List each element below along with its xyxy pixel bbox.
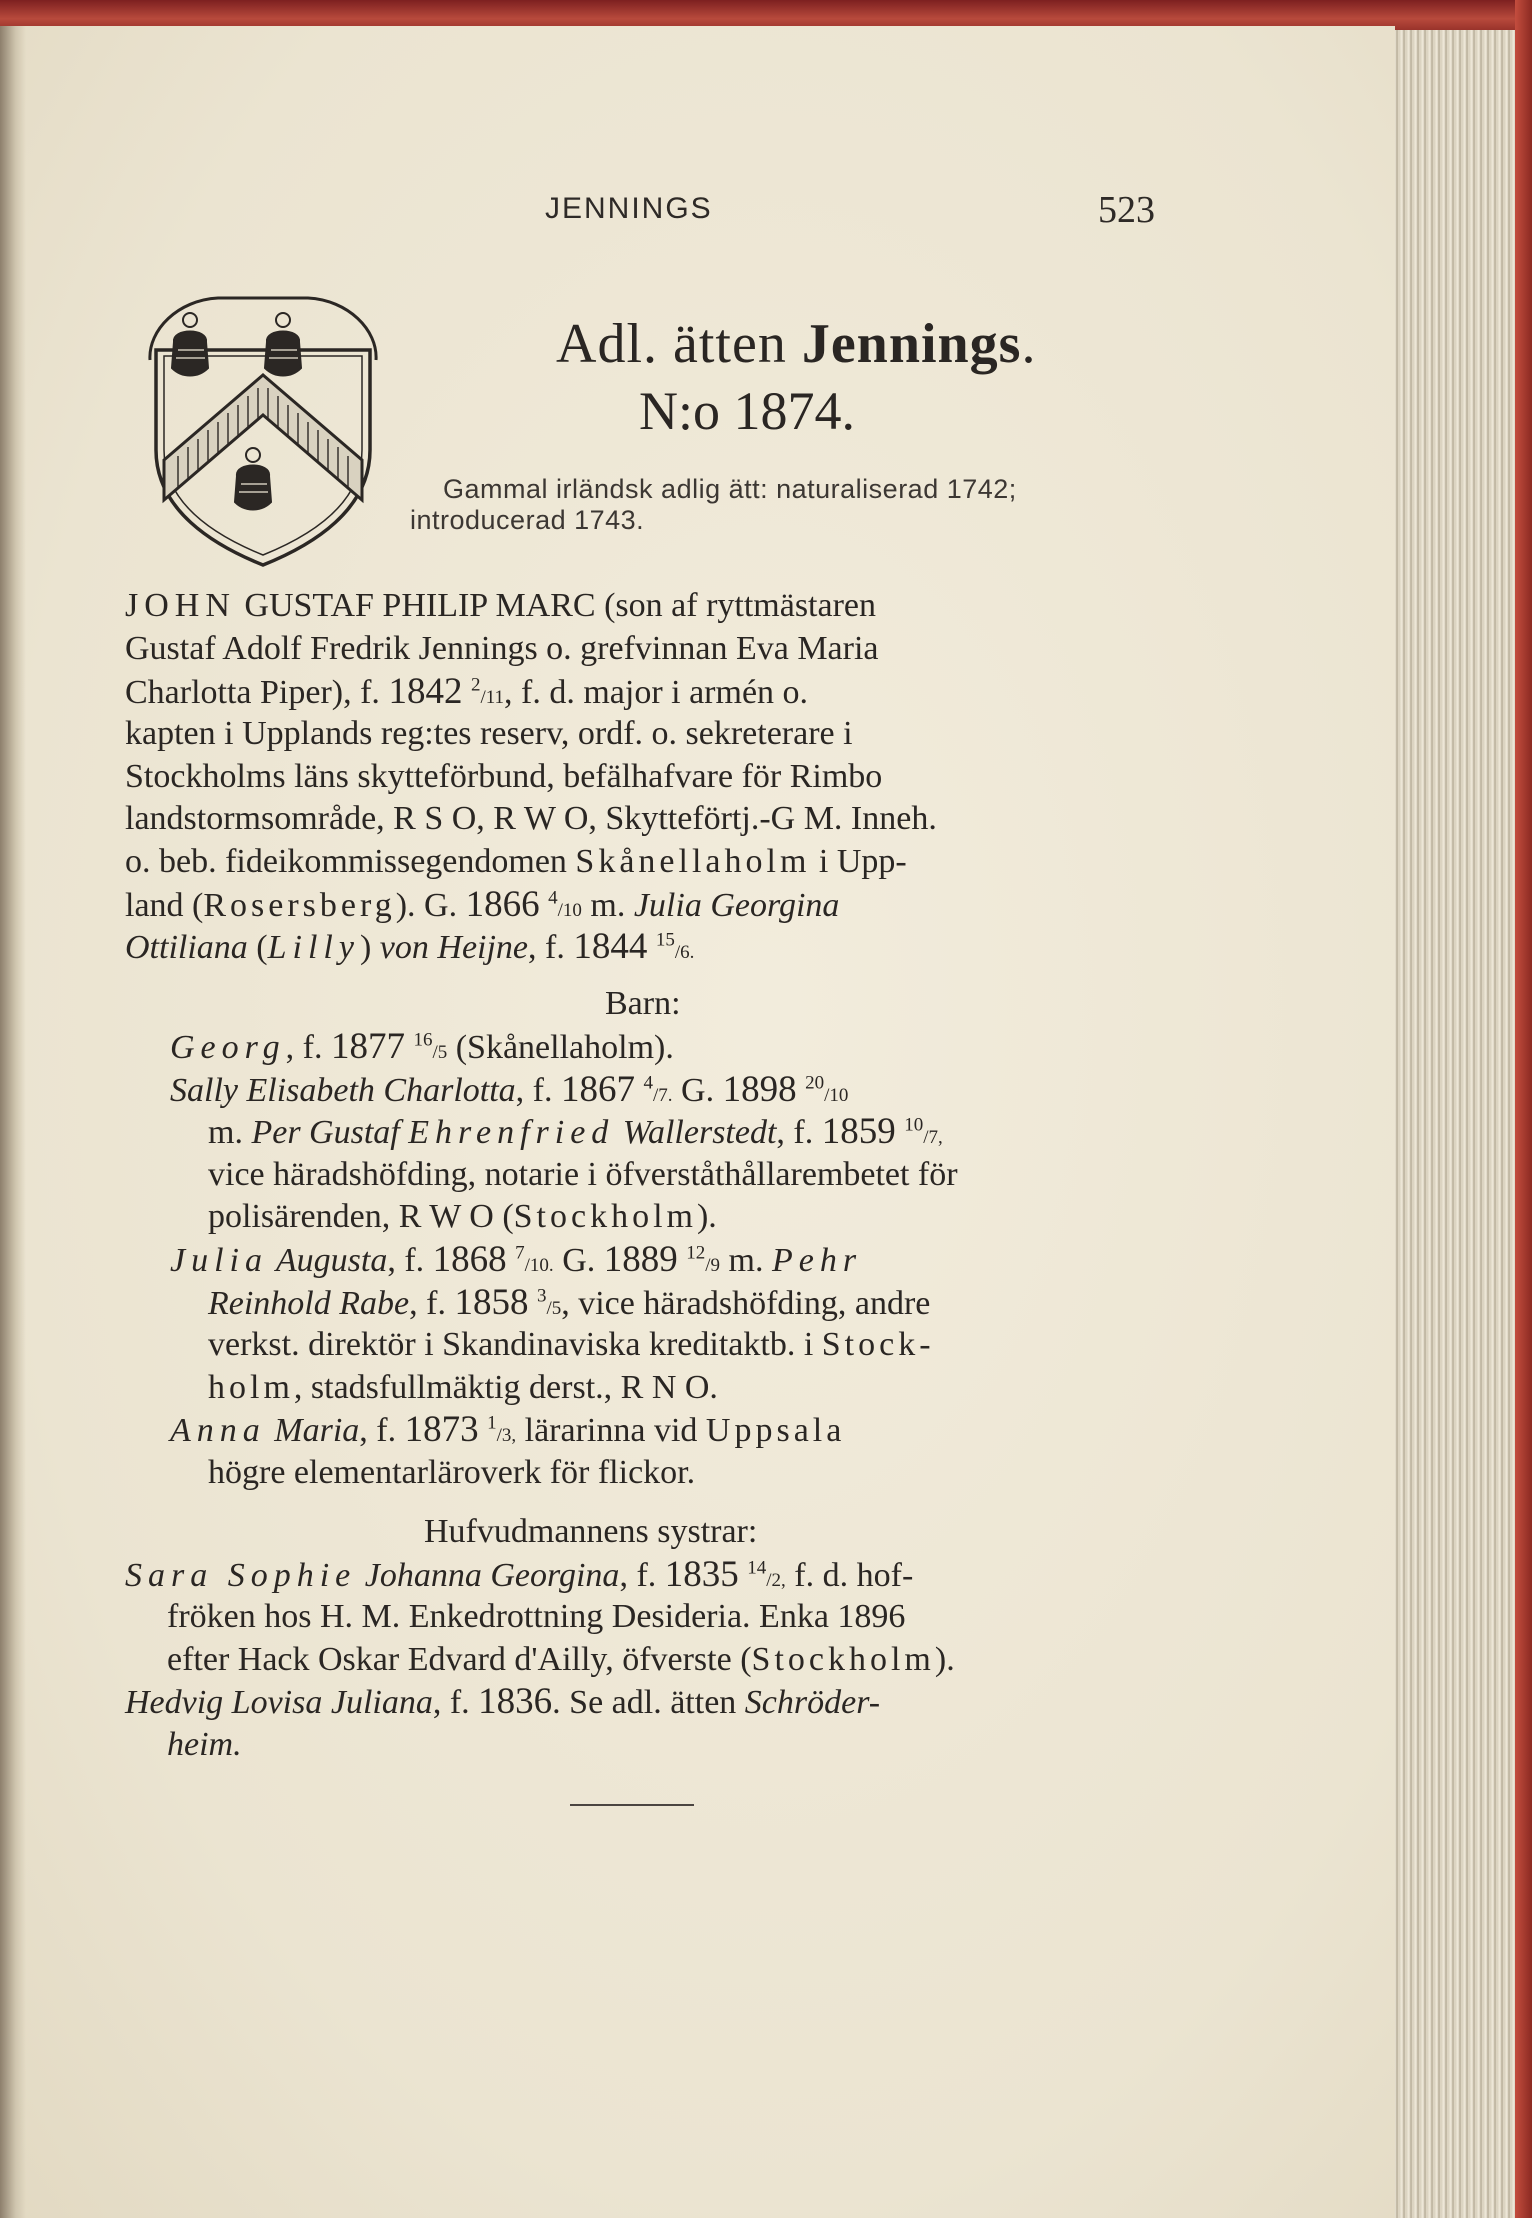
page-number: 523 <box>1098 189 1155 231</box>
family-number: N:o 1874. <box>639 381 855 441</box>
page-gutter-shadow <box>0 26 26 2218</box>
entry-line-5: Stockholms läns skytteförbund, befälhafvare för Rimbo <box>125 758 883 795</box>
entry-line-9: Ottiliana (Lilly) von Heijne, f. 1844 $^{15}$/6. <box>125 926 695 967</box>
sister-sara: Sara Sophie Johanna Georgina, f. 1835 $^{14}$/2, f. d. hof- <box>125 1554 914 1595</box>
origin-line-1: Gammal irländsk adlig ätt: naturaliserad 1742; <box>443 474 1017 504</box>
title-suffix: . <box>1021 313 1037 375</box>
sister-sara-line-2: fröken hos H. M. Enkedrottning Desideria. Enka 1896 <box>167 1598 906 1635</box>
sister-hedvig-line-2: heim. <box>167 1726 242 1763</box>
children-heading: Barn: <box>605 985 681 1022</box>
head-name: JOHN <box>125 587 236 624</box>
book-cover-edge <box>1515 0 1532 2218</box>
entry-line-8: land (Rosersberg). G. 1866 $^4$/10 m. Julia Georgina <box>125 884 840 925</box>
page-edges <box>1385 30 1532 2218</box>
child-georg: Georg, f. 1877 $^{16}$/5 (Skånellaholm). <box>170 1026 674 1067</box>
child-julia-line-3: verkst. direktör i Skandinaviska kreditaktb. i Stock- <box>208 1326 935 1363</box>
page-header <box>0 189 1395 242</box>
entry-line-6: landstormsområde, R S O, R W O, Skytteförtj.-G M. Inneh. <box>125 800 937 837</box>
child-sally-line-2: m. Per Gustaf Ehrenfried Wallerstedt, f. 1859 $^{10}$/7, <box>208 1111 943 1152</box>
family-name: Jennings <box>801 313 1022 375</box>
entry-line-3: Charlotta Piper), f. 1842 $^2$/11, f. d. major i armén o. <box>125 671 809 712</box>
child-sally-line-3: vice häradshöfding, notarie i öfverståthållarembetet för <box>208 1156 958 1193</box>
child-julia-line-4: holm, stadsfullmäktig derst., R N O. <box>208 1369 718 1406</box>
running-head: JENNINGS <box>545 192 713 225</box>
entry-line-1: JOHN GUSTAF PHILIP MARC (son af ryttmästaren <box>125 587 876 624</box>
sisters-heading: Hufvudmannens systrar: <box>424 1513 758 1550</box>
end-rule-divider <box>570 1804 694 1806</box>
origin-line-2: introducerad 1743. <box>410 505 645 535</box>
child-julia: Julia Augusta, f. 1868 $^7$/10. G. 1889 $^{12}$/9 m. Pehr <box>170 1239 863 1280</box>
child-anna-line-2: högre elementarläroverk för flickor. <box>208 1454 696 1491</box>
title-prefix: Adl. ätten <box>556 313 802 375</box>
sister-hedvig: Hedvig Lovisa Juliana, f. 1836. Se adl. ätten Schröder- <box>125 1681 881 1722</box>
family-origin-note <box>410 474 1017 536</box>
child-anna: Anna Maria, f. 1873 $^1$/3, lärarinna vid Uppsala <box>170 1409 846 1450</box>
sister-sara-line-3: efter Hack Oskar Edvard d'Ailly, öfverste (Stockholm). <box>167 1641 955 1678</box>
child-sally-line-4: polisärenden, R W O (Stockholm). <box>208 1198 717 1235</box>
entry-line-2: Gustaf Adolf Fredrik Jennings o. grefvinnan Eva Maria <box>125 630 879 667</box>
entry-line-7: o. beb. fideikommissegendomen Skånellaholm i Upp- <box>125 843 907 880</box>
family-title <box>556 312 1036 376</box>
entry-line-4: kapten i Upplands reg:tes reserv, ordf. o. sekreterare i <box>125 715 853 752</box>
child-sally: Sally Elisabeth Charlotta, f. 1867 $^4$/7. G. 1898 $^{20}$/10 <box>170 1069 849 1110</box>
coat-of-arms-icon <box>138 290 388 570</box>
child-julia-line-2: Reinhold Rabe, f. 1858 $^3$/5, vice häradshöfding, andre <box>208 1282 931 1323</box>
